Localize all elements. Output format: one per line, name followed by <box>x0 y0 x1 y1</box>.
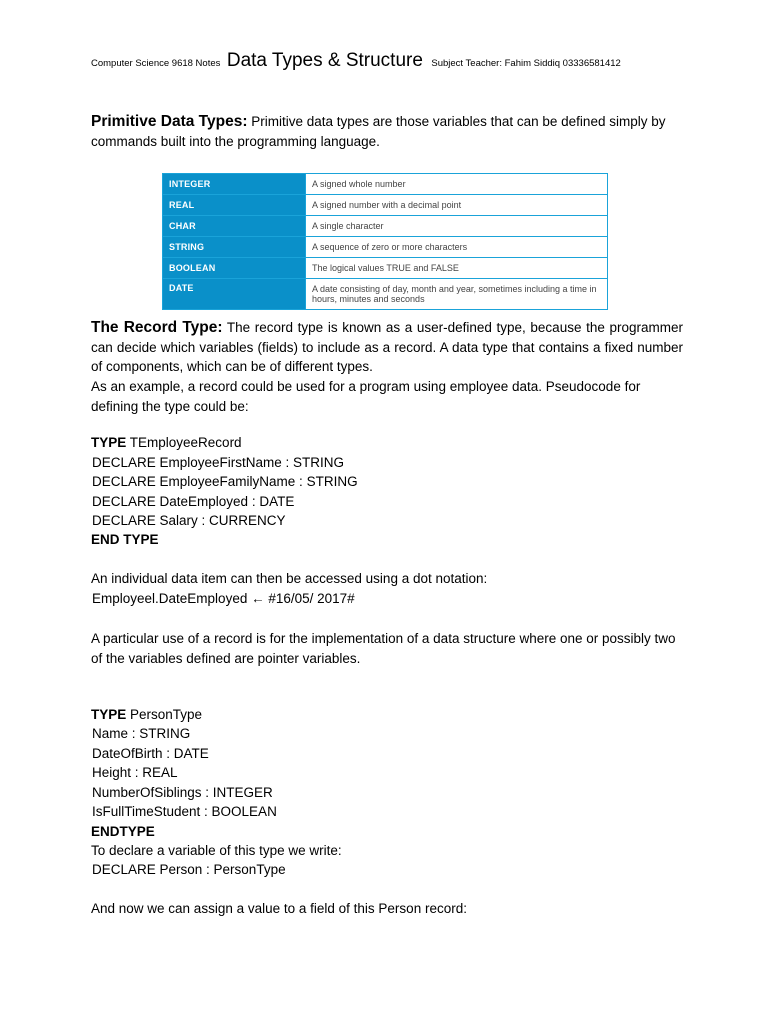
assign-text: And now we can assign a value to a field of this Person record: <box>91 901 467 916</box>
description-cell: A sequence of zero or more characters <box>306 237 608 258</box>
page-title: Data Types & Structure <box>226 50 423 71</box>
code-line: DECLARE EmployeeFamilyName : STRING <box>92 474 358 489</box>
description-cell: A single character <box>306 216 608 237</box>
code-line: IsFullTimeStudent : BOOLEAN <box>92 804 277 819</box>
table-row <box>163 279 608 310</box>
code-type-line <box>91 707 202 722</box>
code-line: DECLARE Salary : CURRENCY <box>92 513 286 528</box>
table-row <box>163 237 608 258</box>
type-cell: DATE <box>163 279 306 310</box>
code-line: NumberOfSiblings : INTEGER <box>92 785 273 800</box>
dot-notation-example: Employeel.DateEmployed ← #16/05/ 2017# <box>92 591 355 606</box>
type-cell: STRING <box>163 237 306 258</box>
code-line: DateOfBirth : DATE <box>92 746 209 761</box>
type-keyword: TYPE <box>91 707 127 722</box>
primitive-heading: Primitive Data Types: <box>91 113 248 130</box>
end-type-keyword: ENDTYPE <box>91 824 155 839</box>
code-end-line <box>91 532 159 547</box>
page-header <box>91 50 621 72</box>
description-cell: A signed whole number <box>306 174 608 195</box>
code-line: Height : REAL <box>92 765 178 780</box>
type-cell: BOOLEAN <box>163 258 306 279</box>
type-name: TEmployeeRecord <box>126 435 242 450</box>
declare-example: DECLARE Person : PersonType <box>92 862 286 877</box>
declare-text: To declare a variable of this type we write: <box>91 843 342 858</box>
description-cell: The logical values TRUE and FALSE <box>306 258 608 279</box>
primitive-text: Primitive data types are those variables that can be defined simply by commands built into the programming language. <box>91 114 666 149</box>
record-paragraph <box>91 318 683 377</box>
code-type-line <box>91 435 242 450</box>
table-row <box>163 216 608 237</box>
teacher-label: Subject Teacher: Fahim Siddiq 03336581412 <box>431 58 621 69</box>
code-end-line <box>91 824 155 839</box>
table-row <box>163 174 608 195</box>
code-line: DECLARE EmployeeFirstName : STRING <box>92 455 345 470</box>
end-type-keyword: END TYPE <box>91 532 159 547</box>
primitive-paragraph <box>91 112 683 151</box>
description-cell: A date consisting of day, month and year, sometimes including a time in hours, minutes and seconds <box>306 279 608 310</box>
record-example-paragraph: As an example, a record could be used for a program using employee data. Pseudocode for defining the type could be: <box>91 379 641 414</box>
record-text: The record type is known as a user-defined type, because the programmer can decide which variables (fields) to include as a record. A data type that contains a fixed number of components, which can be of different types. <box>91 320 683 374</box>
pointer-paragraph: A particular use of a record is for the implementation of a data structure where one or possibly two of the variables defined are pointer variables. <box>91 631 676 666</box>
type-cell: REAL <box>163 195 306 216</box>
table-row <box>163 258 608 279</box>
type-keyword: TYPE <box>91 435 127 450</box>
type-name: PersonType <box>126 707 203 722</box>
course-label: Computer Science 9618 Notes <box>91 58 221 69</box>
code-line: Name : STRING <box>92 726 191 741</box>
type-cell: CHAR <box>163 216 306 237</box>
table-row <box>163 195 608 216</box>
data-types-table <box>162 173 608 310</box>
record-heading: The Record Type: <box>91 319 223 336</box>
type-cell: INTEGER <box>163 174 306 195</box>
description-cell: A signed number with a decimal point <box>306 195 608 216</box>
code-line: DECLARE DateEmployed : DATE <box>92 494 295 509</box>
dot-notation-text: An individual data item can then be accessed using a dot notation: <box>91 571 488 586</box>
